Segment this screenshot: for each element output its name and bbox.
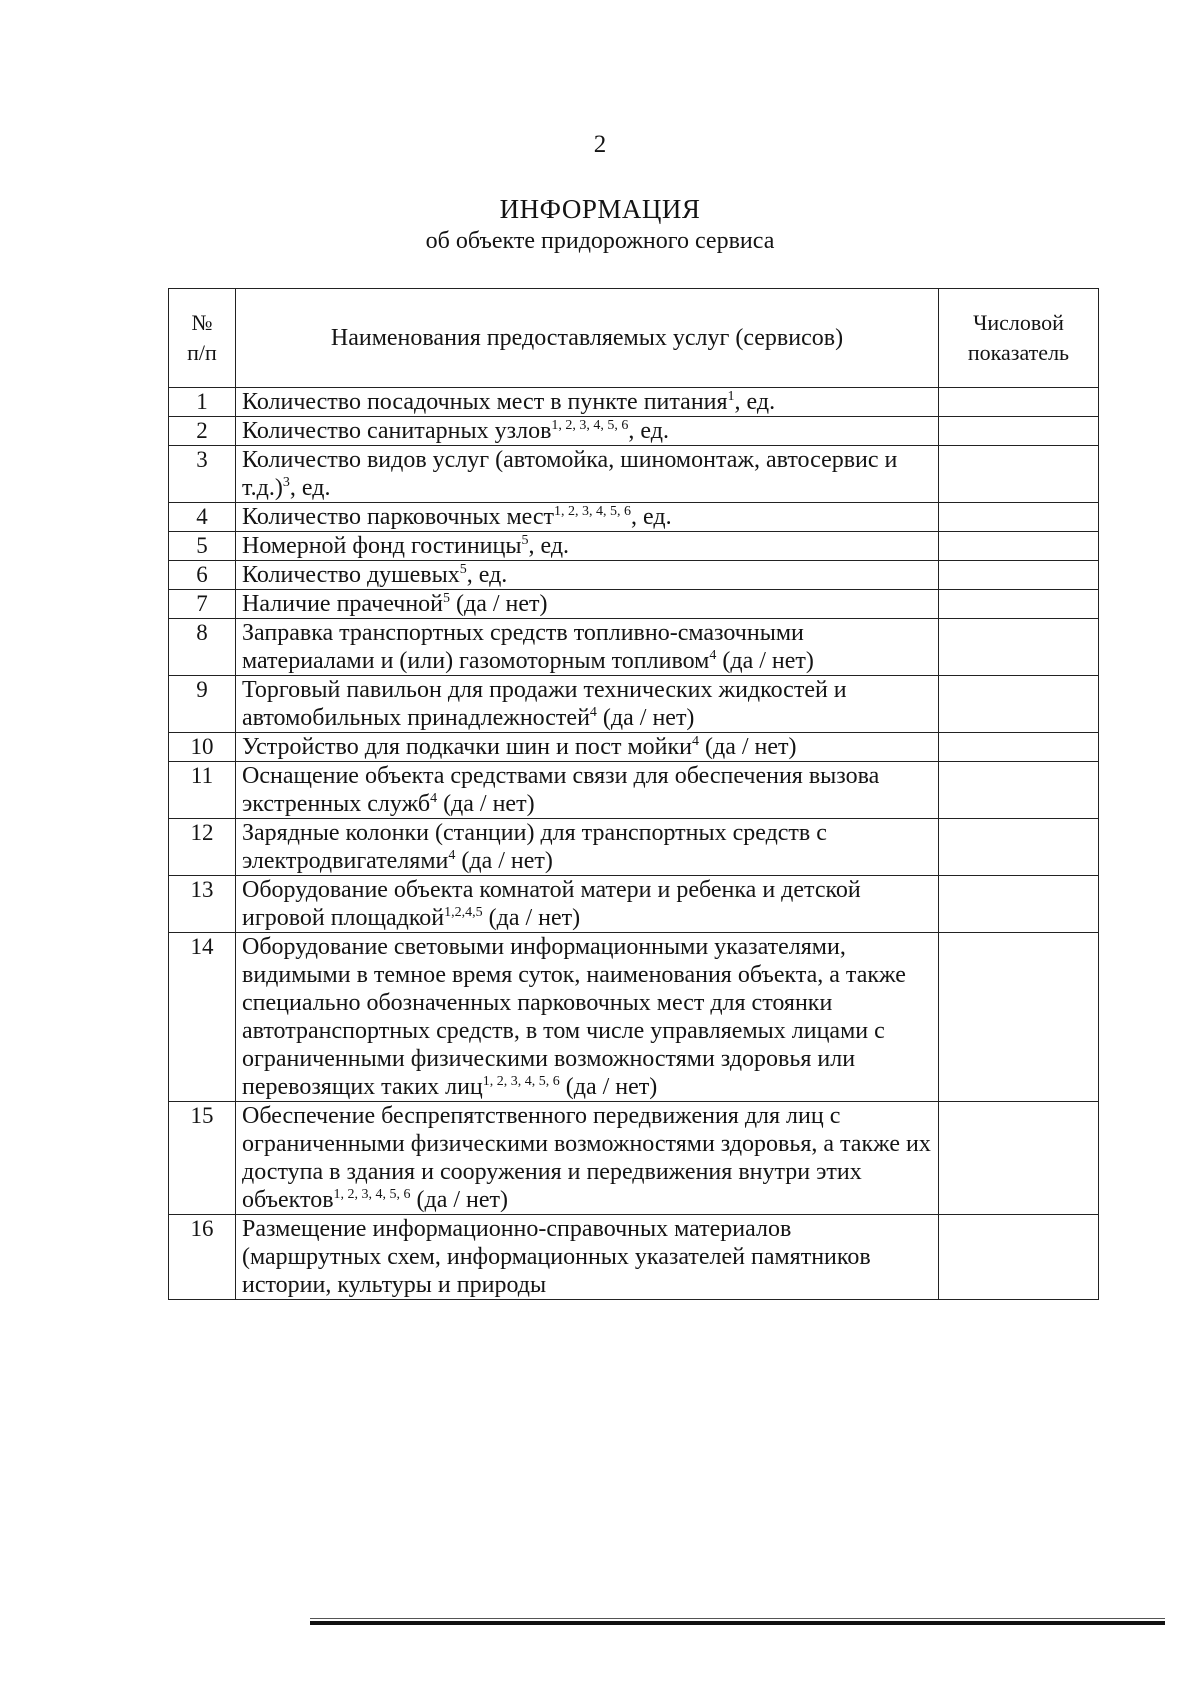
- service-name-text: Оборудование световыми информационными указателями, видимыми в темное время суток, наименования объекта, а также специально обозначенных парковочных мест для стоянки автотранспортных средств, в том числе управляемых лицами с ограниченными физическими возможностями здоровья или перевозящих таких лиц: [242, 934, 906, 1100]
- table-row: [169, 590, 1099, 619]
- service-unit-text: (да / нет): [437, 791, 535, 817]
- footnote-reference: 4: [709, 648, 717, 663]
- header-number-abbrev: п/п: [187, 340, 217, 365]
- numeric-value-cell[interactable]: [939, 388, 1099, 417]
- table-row: [169, 532, 1099, 561]
- service-name-cell: [236, 446, 939, 503]
- row-number: 8: [169, 619, 236, 676]
- footnote-reference: 1, 2, 3, 4, 5, 6: [551, 418, 629, 433]
- numeric-value-cell[interactable]: [939, 876, 1099, 933]
- bottom-rule-thin: [310, 1618, 1165, 1619]
- service-name-cell: [236, 876, 939, 933]
- footnote-reference: 1: [727, 389, 735, 404]
- service-name-text: Зарядные колонки (станции) для транспортных средств с электродвигателями: [242, 820, 827, 874]
- service-name-cell: [236, 532, 939, 561]
- footnote-reference: 5: [443, 591, 450, 606]
- service-unit-text: (да / нет): [410, 1187, 509, 1213]
- service-name-text: Наличие прачечной: [242, 591, 443, 617]
- service-name-cell: [236, 819, 939, 876]
- numeric-value-cell[interactable]: [939, 1102, 1099, 1215]
- footnote-reference: 1, 2, 3, 4, 5, 6: [554, 504, 632, 519]
- page-subtitle: об объекте придорожного сервиса: [425, 228, 775, 254]
- table-row: [169, 933, 1099, 1102]
- footnote-reference: 5: [459, 562, 467, 577]
- numeric-value-cell[interactable]: [939, 819, 1099, 876]
- service-name-text: Количество душевых: [242, 562, 460, 588]
- service-name-cell: [236, 733, 939, 762]
- table-row: [169, 1215, 1099, 1300]
- numeric-value-cell[interactable]: [939, 532, 1099, 561]
- table-row: [169, 876, 1099, 933]
- numeric-value-cell[interactable]: [939, 561, 1099, 590]
- footnote-reference: 4: [691, 734, 699, 749]
- footnote-reference: 1, 2, 3, 4, 5, 6: [482, 1074, 560, 1089]
- service-name-cell: [236, 933, 939, 1102]
- row-number: 16: [169, 1215, 236, 1300]
- service-unit-text: (да / нет): [698, 734, 797, 760]
- numeric-value-cell[interactable]: [939, 503, 1099, 532]
- services-table: [168, 288, 1099, 1300]
- row-number: 1: [169, 388, 236, 417]
- service-name-cell: [236, 590, 939, 619]
- row-number: 4: [169, 503, 236, 532]
- row-number: 13: [169, 876, 236, 933]
- service-unit-text: (да / нет): [716, 648, 814, 674]
- bottom-rule: [310, 1621, 1165, 1625]
- row-number: 5: [169, 532, 236, 561]
- service-unit-text: , ед.: [289, 475, 331, 501]
- service-name-text: Оснащение объекта средствами связи для обеспечения вызова экстренных служб: [242, 763, 880, 817]
- numeric-value-cell[interactable]: [939, 417, 1099, 446]
- footnote-reference: 3: [282, 475, 290, 490]
- service-name-cell: [236, 561, 939, 590]
- service-unit-text: (да / нет): [455, 848, 553, 874]
- service-name-cell: [236, 1215, 939, 1300]
- row-number: 9: [169, 676, 236, 733]
- service-name-cell: [236, 762, 939, 819]
- table-row: [169, 619, 1099, 676]
- numeric-value-cell[interactable]: [939, 619, 1099, 676]
- header-number-symbol: №: [191, 310, 213, 335]
- service-unit-text: , ед.: [528, 533, 570, 559]
- numeric-value-cell[interactable]: [939, 446, 1099, 503]
- header-service-name: Наименования предоставляемых услуг (сервисов): [236, 289, 939, 388]
- service-name-text: Заправка транспортных средств топливно-смазочными материалами и (или) газомоторным топливом: [242, 620, 804, 674]
- service-unit-text: (да / нет): [482, 905, 581, 931]
- header-numeric-value: [939, 289, 1099, 388]
- row-number: 10: [169, 733, 236, 762]
- numeric-value-cell[interactable]: [939, 733, 1099, 762]
- row-number: 6: [169, 561, 236, 590]
- service-unit-text: (да / нет): [596, 705, 695, 731]
- row-number: 3: [169, 446, 236, 503]
- row-number: 15: [169, 1102, 236, 1215]
- service-name-cell: [236, 676, 939, 733]
- service-name-text: Размещение информационно-справочных материалов (маршрутных схем, информационных указателей памятников истории, культуры и природы: [242, 1216, 871, 1298]
- service-name-text: Номерной фонд гостиницы: [242, 533, 522, 559]
- table-row: [169, 388, 1099, 417]
- service-name-text: Оборудование объекта комнатой матери и ребенка и детской игровой площадкой: [242, 877, 861, 931]
- table-row: [169, 446, 1099, 503]
- numeric-value-cell[interactable]: [939, 1215, 1099, 1300]
- service-name-text: Устройство для подкачки шин и пост мойки: [242, 734, 692, 760]
- numeric-value-cell[interactable]: [939, 590, 1099, 619]
- numeric-value-cell[interactable]: [939, 933, 1099, 1102]
- service-name-text: Количество парковочных мест: [242, 504, 555, 530]
- table-row: [169, 503, 1099, 532]
- service-name-text: Обеспечение беспрепятственного передвижения для лиц с ограниченными физическими возможностями здоровья, а также их доступа в здания и сооружения и передвижения внутри этих объектов: [242, 1103, 931, 1213]
- service-name-cell: [236, 1102, 939, 1215]
- service-name-text: Количество санитарных узлов: [242, 418, 552, 444]
- service-name-text: Количество посадочных мест в пункте питания: [242, 389, 728, 415]
- numeric-value-cell[interactable]: [939, 762, 1099, 819]
- service-name-cell: [236, 417, 939, 446]
- footnote-reference: 5: [521, 533, 529, 548]
- footnote-reference: 4: [448, 848, 456, 863]
- service-name-text: Торговый павильон для продажи технических жидкостей и автомобильных принадлежностей: [242, 677, 847, 731]
- service-name-text: Количество видов услуг (автомойка, шиномонтаж, автосервис и т.д.): [242, 447, 898, 501]
- footnote-reference: 4: [430, 791, 438, 806]
- table-row: [169, 417, 1099, 446]
- footnote-reference: 4: [589, 705, 597, 720]
- row-number: 12: [169, 819, 236, 876]
- header-number: [169, 289, 236, 388]
- service-unit-text: (да / нет): [450, 591, 548, 617]
- row-number: 7: [169, 590, 236, 619]
- table-row: [169, 733, 1099, 762]
- footnote-reference: 1,2,4,5: [444, 905, 483, 920]
- service-name-cell: [236, 503, 939, 532]
- service-name-cell: [236, 388, 939, 417]
- page-title: ИНФОРМАЦИЯ: [499, 194, 701, 224]
- table-row: [169, 561, 1099, 590]
- header-value-line2: показатель: [967, 340, 1070, 365]
- table-row: [169, 676, 1099, 733]
- service-unit-text: , ед.: [466, 562, 508, 588]
- row-number: 2: [169, 417, 236, 446]
- table-body: [169, 388, 1099, 1300]
- row-number: 14: [169, 933, 236, 1102]
- numeric-value-cell[interactable]: [939, 676, 1099, 733]
- table-row: [169, 819, 1099, 876]
- row-number: 11: [169, 762, 236, 819]
- footnote-reference: 1, 2, 3, 4, 5, 6: [333, 1187, 411, 1202]
- service-name-cell: [236, 619, 939, 676]
- service-unit-text: , ед.: [628, 418, 669, 444]
- service-unit-text: , ед.: [734, 389, 776, 415]
- page-number: 2: [593, 131, 607, 158]
- table-row: [169, 762, 1099, 819]
- table-row: [169, 1102, 1099, 1215]
- service-unit-text: (да / нет): [559, 1074, 658, 1100]
- header-value-line1: Числовой: [973, 310, 1064, 335]
- service-unit-text: , ед.: [631, 504, 672, 530]
- table-header-row: [169, 289, 1099, 388]
